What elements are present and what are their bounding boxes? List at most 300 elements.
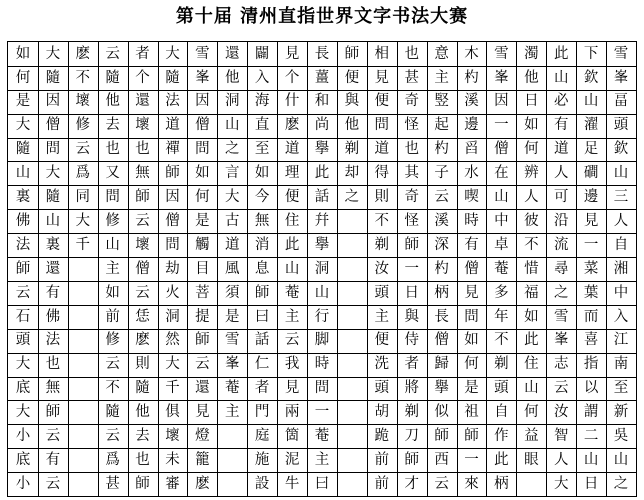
grid-cell: 問: [105, 189, 120, 206]
grid-cell: 之: [225, 141, 240, 158]
grid-cell: 一: [583, 236, 599, 253]
grid-cell: 大: [15, 117, 31, 134]
grid-cell: 也: [135, 451, 150, 468]
grid-cell: 問: [374, 117, 390, 134]
grid-cell: 濁: [524, 45, 539, 62]
grid-cell: 息: [254, 260, 270, 277]
grid-cell: 前: [105, 308, 120, 325]
grid-cell: 又: [105, 165, 120, 182]
grid-cell: 目: [195, 260, 210, 277]
grid-cell: 胡: [374, 404, 390, 421]
grid-cell: 喜: [583, 332, 599, 349]
grid-cell: 奇: [404, 189, 419, 206]
grid-cell: 大: [45, 165, 61, 182]
grid-cell: 何: [15, 69, 31, 86]
grid-cell: 我: [284, 356, 300, 373]
grid-cell: 云: [434, 189, 449, 206]
grid-cell: 見: [374, 69, 390, 86]
grid-cell: 壞: [165, 428, 180, 444]
grid-cell: 山: [524, 380, 539, 397]
grid-cell: 辨: [524, 165, 539, 182]
grid-cell: 今: [254, 189, 270, 206]
grid-cell: 僧: [434, 332, 449, 349]
grid-cell: 有: [45, 284, 61, 301]
grid-cell: 麽: [195, 475, 210, 492]
grid-cell: 然: [165, 332, 180, 349]
grid-row-line: [8, 305, 636, 306]
grid-cell: 壞: [75, 93, 90, 110]
grid-cell: 未: [165, 451, 180, 468]
grid-cell: 菴: [314, 428, 330, 444]
grid-cell: 山: [613, 165, 629, 182]
grid-cell: 个: [135, 69, 150, 86]
grid-cell: 見: [195, 404, 210, 421]
grid-cell: 何: [464, 356, 479, 373]
grid-cell: 下: [583, 45, 599, 62]
grid-cell: 沿: [553, 212, 569, 229]
grid-cell: 至: [254, 141, 270, 158]
grid-cell: 裏: [45, 236, 61, 253]
grid-cell: 山: [105, 236, 120, 253]
grid-cell: 也: [135, 141, 150, 158]
grid-cell: 子: [434, 165, 449, 182]
grid-cell: 曰: [314, 475, 330, 492]
grid-cell: 擧: [314, 236, 330, 253]
grid-cell: 舀: [464, 141, 479, 158]
grid-cell: 多: [494, 284, 509, 301]
grid-cell: 新: [613, 404, 629, 421]
grid-cell: 山: [314, 284, 330, 301]
grid-row-line: [8, 472, 636, 473]
grid-cell: 之: [553, 284, 569, 301]
grid-cell: 意: [434, 45, 449, 62]
grid-cell: 柄: [494, 475, 509, 492]
grid-cell: 小: [15, 475, 31, 492]
grid-cell: 話: [254, 332, 270, 349]
grid-cell: 者: [135, 45, 150, 62]
grid-cell: 人: [553, 451, 569, 468]
grid-cell: 山: [284, 260, 300, 277]
grid-cell: 隨: [45, 69, 61, 86]
grid-cell: 千: [75, 236, 90, 253]
grid-cell: 柄: [434, 284, 449, 301]
grid-cell: 中: [494, 212, 509, 229]
grid-cell: 脚: [314, 332, 330, 349]
grid-cell: 山: [225, 117, 240, 134]
grid-cell: 二: [583, 428, 599, 444]
grid-cell: 和: [314, 93, 330, 110]
grid-cell: 爲: [105, 451, 120, 468]
grid-cell: 云: [45, 475, 61, 492]
grid-cell: 麽: [75, 45, 90, 62]
grid-cell: 觸: [195, 236, 210, 253]
grid-cell: 菜: [583, 260, 599, 277]
grid-cell: 見: [284, 45, 300, 62]
grid-cell: 杓: [464, 69, 479, 86]
grid-cell: 師: [135, 475, 150, 492]
grid-cell: 不: [105, 380, 120, 397]
grid-cell: 以: [583, 380, 599, 397]
grid-cell: 主: [434, 69, 449, 86]
grid-cell: 一: [464, 451, 479, 468]
grid-cell: 師: [15, 260, 31, 277]
grid-cell: 庭: [254, 428, 270, 444]
grid-cell: 無: [254, 212, 270, 229]
grid-cell: 得: [374, 165, 390, 182]
grid-cell: 云: [195, 356, 210, 373]
grid-cell: 爲: [75, 165, 90, 182]
grid-cell: 僧: [45, 117, 61, 134]
grid-cell: 个: [284, 69, 300, 86]
grid-cell: 云: [284, 332, 300, 349]
grid-cell: 底: [15, 380, 31, 397]
grid-row-line: [8, 448, 636, 449]
grid-cell: 江: [613, 332, 629, 349]
grid-row-line: [8, 281, 636, 282]
grid-cell: 設: [254, 475, 270, 492]
grid-cell: 門: [254, 404, 270, 421]
grid-cell: 幷: [314, 212, 330, 229]
grid-cell: 無: [135, 165, 150, 182]
grid-cell: 惜: [524, 260, 539, 277]
grid-cell: 牛: [284, 475, 300, 492]
grid-cell: 三: [613, 189, 629, 206]
grid-cell: 隨: [45, 189, 61, 206]
grid-cell: 山: [583, 451, 599, 468]
grid-cell: 菴: [494, 260, 509, 277]
grid-row-line: [8, 377, 636, 378]
grid-cell: 隨: [105, 69, 120, 86]
grid-cell: 話: [314, 189, 330, 206]
grid-cell: 兩: [284, 404, 300, 421]
grid-cell: 石: [15, 308, 31, 325]
grid-cell: 菩: [195, 284, 210, 301]
grid-row-line: [8, 209, 636, 210]
grid-cell: 大: [15, 404, 31, 421]
grid-column-line: [68, 42, 69, 496]
grid-row-line: [8, 424, 636, 425]
grid-cell: 云: [135, 212, 150, 229]
grid-cell: 此: [284, 236, 300, 253]
grid-cell: 云: [15, 284, 31, 301]
grid-cell: 溪: [434, 212, 449, 229]
grid-cell: 日: [404, 284, 419, 301]
grid-cell: 木: [464, 45, 479, 62]
grid-cell: 杓: [434, 141, 449, 158]
grid-cell: 問: [165, 236, 180, 253]
grid-cell: 大: [15, 356, 31, 373]
grid-cell: 洞: [314, 260, 330, 277]
grid-cell: 深: [434, 236, 449, 253]
grid-cell: 主: [105, 260, 120, 277]
grid-cell: 日: [583, 475, 599, 492]
grid-cell: 箇: [284, 428, 300, 444]
grid-cell: 他: [524, 69, 539, 86]
grid-cell: 峯: [553, 332, 569, 349]
grid-cell: 彼: [524, 212, 539, 229]
grid-cell: 杓: [434, 260, 449, 277]
grid-cell: 長: [314, 45, 330, 62]
grid-cell: 必: [553, 93, 569, 110]
grid-cell: 提: [195, 308, 210, 325]
grid-cell: 師: [165, 165, 180, 182]
grid-cell: 起: [434, 117, 449, 134]
grid-cell: 審: [165, 475, 180, 492]
grid-cell: 剃: [494, 356, 509, 373]
grid-cell: 道: [553, 141, 569, 158]
grid-cell: 施: [254, 451, 270, 468]
grid-cell: 主: [374, 308, 390, 325]
grid-cell: 刀: [404, 428, 419, 444]
grid-cell: 有: [45, 451, 61, 468]
grid-cell: 師: [404, 451, 419, 468]
grid-cell: 剃: [374, 236, 390, 253]
grid-cell: 也: [404, 141, 419, 158]
grid-cell: 如: [524, 308, 539, 325]
grid-cell: 人: [553, 165, 569, 182]
grid-cell: 頭: [374, 284, 390, 301]
grid-cell: 云: [553, 380, 569, 397]
grid-cell: 古: [225, 212, 240, 229]
grid-cell: 峯: [494, 69, 509, 86]
grid-cell: 他: [344, 117, 360, 134]
grid-cell: 闢: [254, 45, 270, 62]
grid-cell: 時: [464, 212, 479, 229]
grid-cell: 吳: [613, 428, 629, 444]
grid-cell: 僧: [195, 117, 210, 134]
grid-cell: 是: [195, 212, 210, 229]
grid-cell: 云: [75, 141, 90, 158]
grid-cell: 則: [135, 356, 150, 373]
grid-cell: 有: [464, 236, 479, 253]
grid-cell: 他: [225, 69, 240, 86]
calligraphy-character-grid: [7, 41, 637, 497]
grid-cell: 年: [494, 308, 509, 325]
grid-cell: 僧: [165, 212, 180, 229]
grid-cell: 菴: [225, 380, 240, 397]
grid-cell: 雪: [225, 332, 240, 349]
grid-cell: 云: [105, 45, 120, 62]
grid-cell: 流: [553, 236, 569, 253]
grid-cell: 擧: [314, 141, 330, 158]
grid-cell: 邊: [464, 117, 479, 134]
grid-cell: 指: [583, 356, 599, 373]
grid-cell: 將: [404, 380, 419, 397]
grid-cell: 何: [524, 141, 539, 158]
grid-row-line: [8, 90, 636, 91]
grid-cell: 壞: [135, 236, 150, 253]
grid-cell: 此: [314, 165, 330, 182]
grid-cell: 師: [344, 45, 360, 62]
grid-cell: 便: [284, 189, 300, 206]
grid-cell: 如: [15, 45, 31, 62]
grid-cell: 隨: [15, 141, 31, 158]
grid-cell: 前: [374, 451, 390, 468]
grid-cell: 尚: [314, 117, 330, 134]
grid-cell: 他: [105, 93, 120, 110]
grid-cell: 也: [404, 45, 419, 62]
grid-cell: 甚: [404, 69, 419, 86]
grid-cell: 如: [464, 332, 479, 349]
grid-cell: 也: [105, 141, 120, 158]
grid-cell: 一: [494, 117, 509, 134]
grid-cell: 竪: [434, 93, 449, 110]
grid-row-line: [8, 161, 636, 162]
grid-cell: 主: [314, 451, 330, 468]
grid-cell: 之: [613, 475, 629, 492]
grid-cell: 小: [15, 428, 31, 444]
grid-cell: 却: [344, 165, 360, 182]
grid-cell: 福: [524, 284, 539, 301]
grid-cell: 洞: [225, 93, 240, 110]
grid-cell: 頭: [494, 380, 509, 397]
grid-cell: 頭: [374, 380, 390, 397]
grid-cell: 山: [15, 165, 31, 182]
grid-cell: 山: [553, 69, 569, 86]
grid-cell: 才: [404, 475, 419, 492]
grid-cell: 此: [494, 451, 509, 468]
grid-cell: 雪: [613, 45, 629, 62]
grid-row-line: [8, 138, 636, 139]
grid-row-line: [8, 114, 636, 115]
grid-cell: 山: [45, 212, 61, 229]
grid-cell: 修: [105, 332, 120, 349]
grid-cell: 燈: [195, 428, 210, 444]
grid-cell: 因: [195, 93, 210, 110]
grid-cell: 南: [613, 356, 629, 373]
grid-cell: 見: [464, 284, 479, 301]
grid-cell: 同: [75, 189, 90, 206]
grid-cell: 則: [374, 189, 390, 206]
grid-cell: 雪: [494, 45, 509, 62]
grid-cell: 云: [105, 356, 120, 373]
grid-cell: 濯: [583, 117, 599, 134]
grid-cell: 似: [434, 404, 449, 421]
grid-cell: 大: [165, 356, 180, 373]
grid-cell: 僧: [464, 260, 479, 277]
grid-cell: 師: [254, 284, 270, 301]
grid-cell: 祖: [464, 404, 479, 421]
grid-cell: 主: [225, 404, 240, 421]
grid-cell: 還: [45, 260, 61, 277]
grid-cell: 行: [314, 308, 330, 325]
grid-cell: 仁: [254, 356, 270, 373]
grid-cell: 汝: [374, 260, 390, 277]
grid-cell: 禪: [165, 141, 180, 158]
grid-row-line: [8, 329, 636, 330]
grid-cell: 自: [494, 404, 509, 421]
grid-cell: 自: [613, 236, 629, 253]
grid-cell: 便: [374, 332, 390, 349]
grid-cell: 怪: [404, 212, 419, 229]
grid-cell: 洗: [374, 356, 390, 373]
grid-cell: 長: [434, 308, 449, 325]
grid-cell: 者: [404, 356, 419, 373]
grid-cell: 見: [284, 380, 300, 397]
grid-cell: 道: [225, 236, 240, 253]
grid-cell: 剃: [404, 404, 419, 421]
grid-cell: 師: [404, 236, 419, 253]
grid-cell: 者: [254, 380, 270, 397]
grid-cell: 修: [75, 117, 90, 134]
grid-cell: 不: [494, 332, 509, 349]
grid-cell: 俱: [165, 404, 180, 421]
grid-row-line: [8, 353, 636, 354]
grid-cell: 師: [195, 332, 210, 349]
grid-cell: 何: [524, 404, 539, 421]
grid-cell: 恁: [135, 308, 150, 325]
grid-cell: 壞: [135, 117, 150, 134]
grid-cell: 至: [613, 380, 629, 397]
grid-cell: 此: [553, 45, 569, 62]
grid-cell: 法: [15, 236, 31, 253]
grid-row-line: [8, 66, 636, 67]
grid-cell: 住: [524, 356, 539, 373]
grid-cell: 底: [15, 451, 31, 468]
grid-cell: 擧: [434, 380, 449, 397]
grid-cell: 西: [434, 451, 449, 468]
grid-cell: 欽: [583, 69, 599, 86]
grid-cell: 有: [553, 117, 569, 134]
grid-cell: 住: [284, 212, 300, 229]
grid-cell: 泥: [284, 451, 300, 468]
grid-row-line: [8, 185, 636, 186]
grid-cell: 山: [494, 189, 509, 206]
grid-cell: 麽: [135, 332, 150, 349]
grid-cell: 甚: [105, 475, 120, 492]
grid-cell: 云: [135, 284, 150, 301]
grid-cell: 無: [45, 380, 61, 397]
grid-cell: 隨: [105, 404, 120, 421]
grid-cell: 因: [494, 93, 509, 110]
grid-cell: 是: [225, 308, 240, 325]
grid-cell: 如: [254, 165, 270, 182]
grid-cell: 云: [105, 428, 120, 444]
grid-cell: 奇: [404, 93, 419, 110]
grid-cell: 是: [464, 380, 479, 397]
grid-cell: 葉: [583, 284, 599, 301]
grid-cell: 薑: [314, 69, 330, 86]
grid-cell: 足: [583, 141, 599, 158]
grid-cell: 前: [374, 475, 390, 492]
grid-cell: 去: [135, 428, 150, 444]
grid-cell: 劫: [165, 260, 180, 277]
grid-cell: 喫: [464, 189, 479, 206]
grid-cell: 汝: [553, 404, 569, 421]
grid-cell: 之: [344, 189, 360, 206]
grid-cell: 法: [45, 332, 61, 349]
grid-cell: 如: [195, 165, 210, 182]
grid-cell: 大: [553, 475, 569, 492]
grid-cell: 與: [404, 308, 419, 325]
grid-cell: 言: [225, 165, 240, 182]
grid-cell: 卓: [494, 236, 509, 253]
grid-cell: 道: [165, 117, 180, 134]
grid-cell: 不: [524, 236, 539, 253]
grid-cell: 菴: [284, 284, 300, 301]
grid-cell: 問: [195, 141, 210, 158]
grid-cell: 雪: [553, 308, 569, 325]
grid-cell: 峯: [613, 69, 629, 86]
grid-cell: 何: [195, 189, 210, 206]
grid-cell: 如: [524, 117, 539, 134]
grid-cell: 如: [105, 284, 120, 301]
grid-cell: 師: [464, 428, 479, 444]
grid-cell: 大: [45, 45, 61, 62]
grid-cell: 見: [583, 212, 599, 229]
grid-cell: 還: [225, 45, 240, 62]
grid-cell: 道: [374, 141, 390, 158]
